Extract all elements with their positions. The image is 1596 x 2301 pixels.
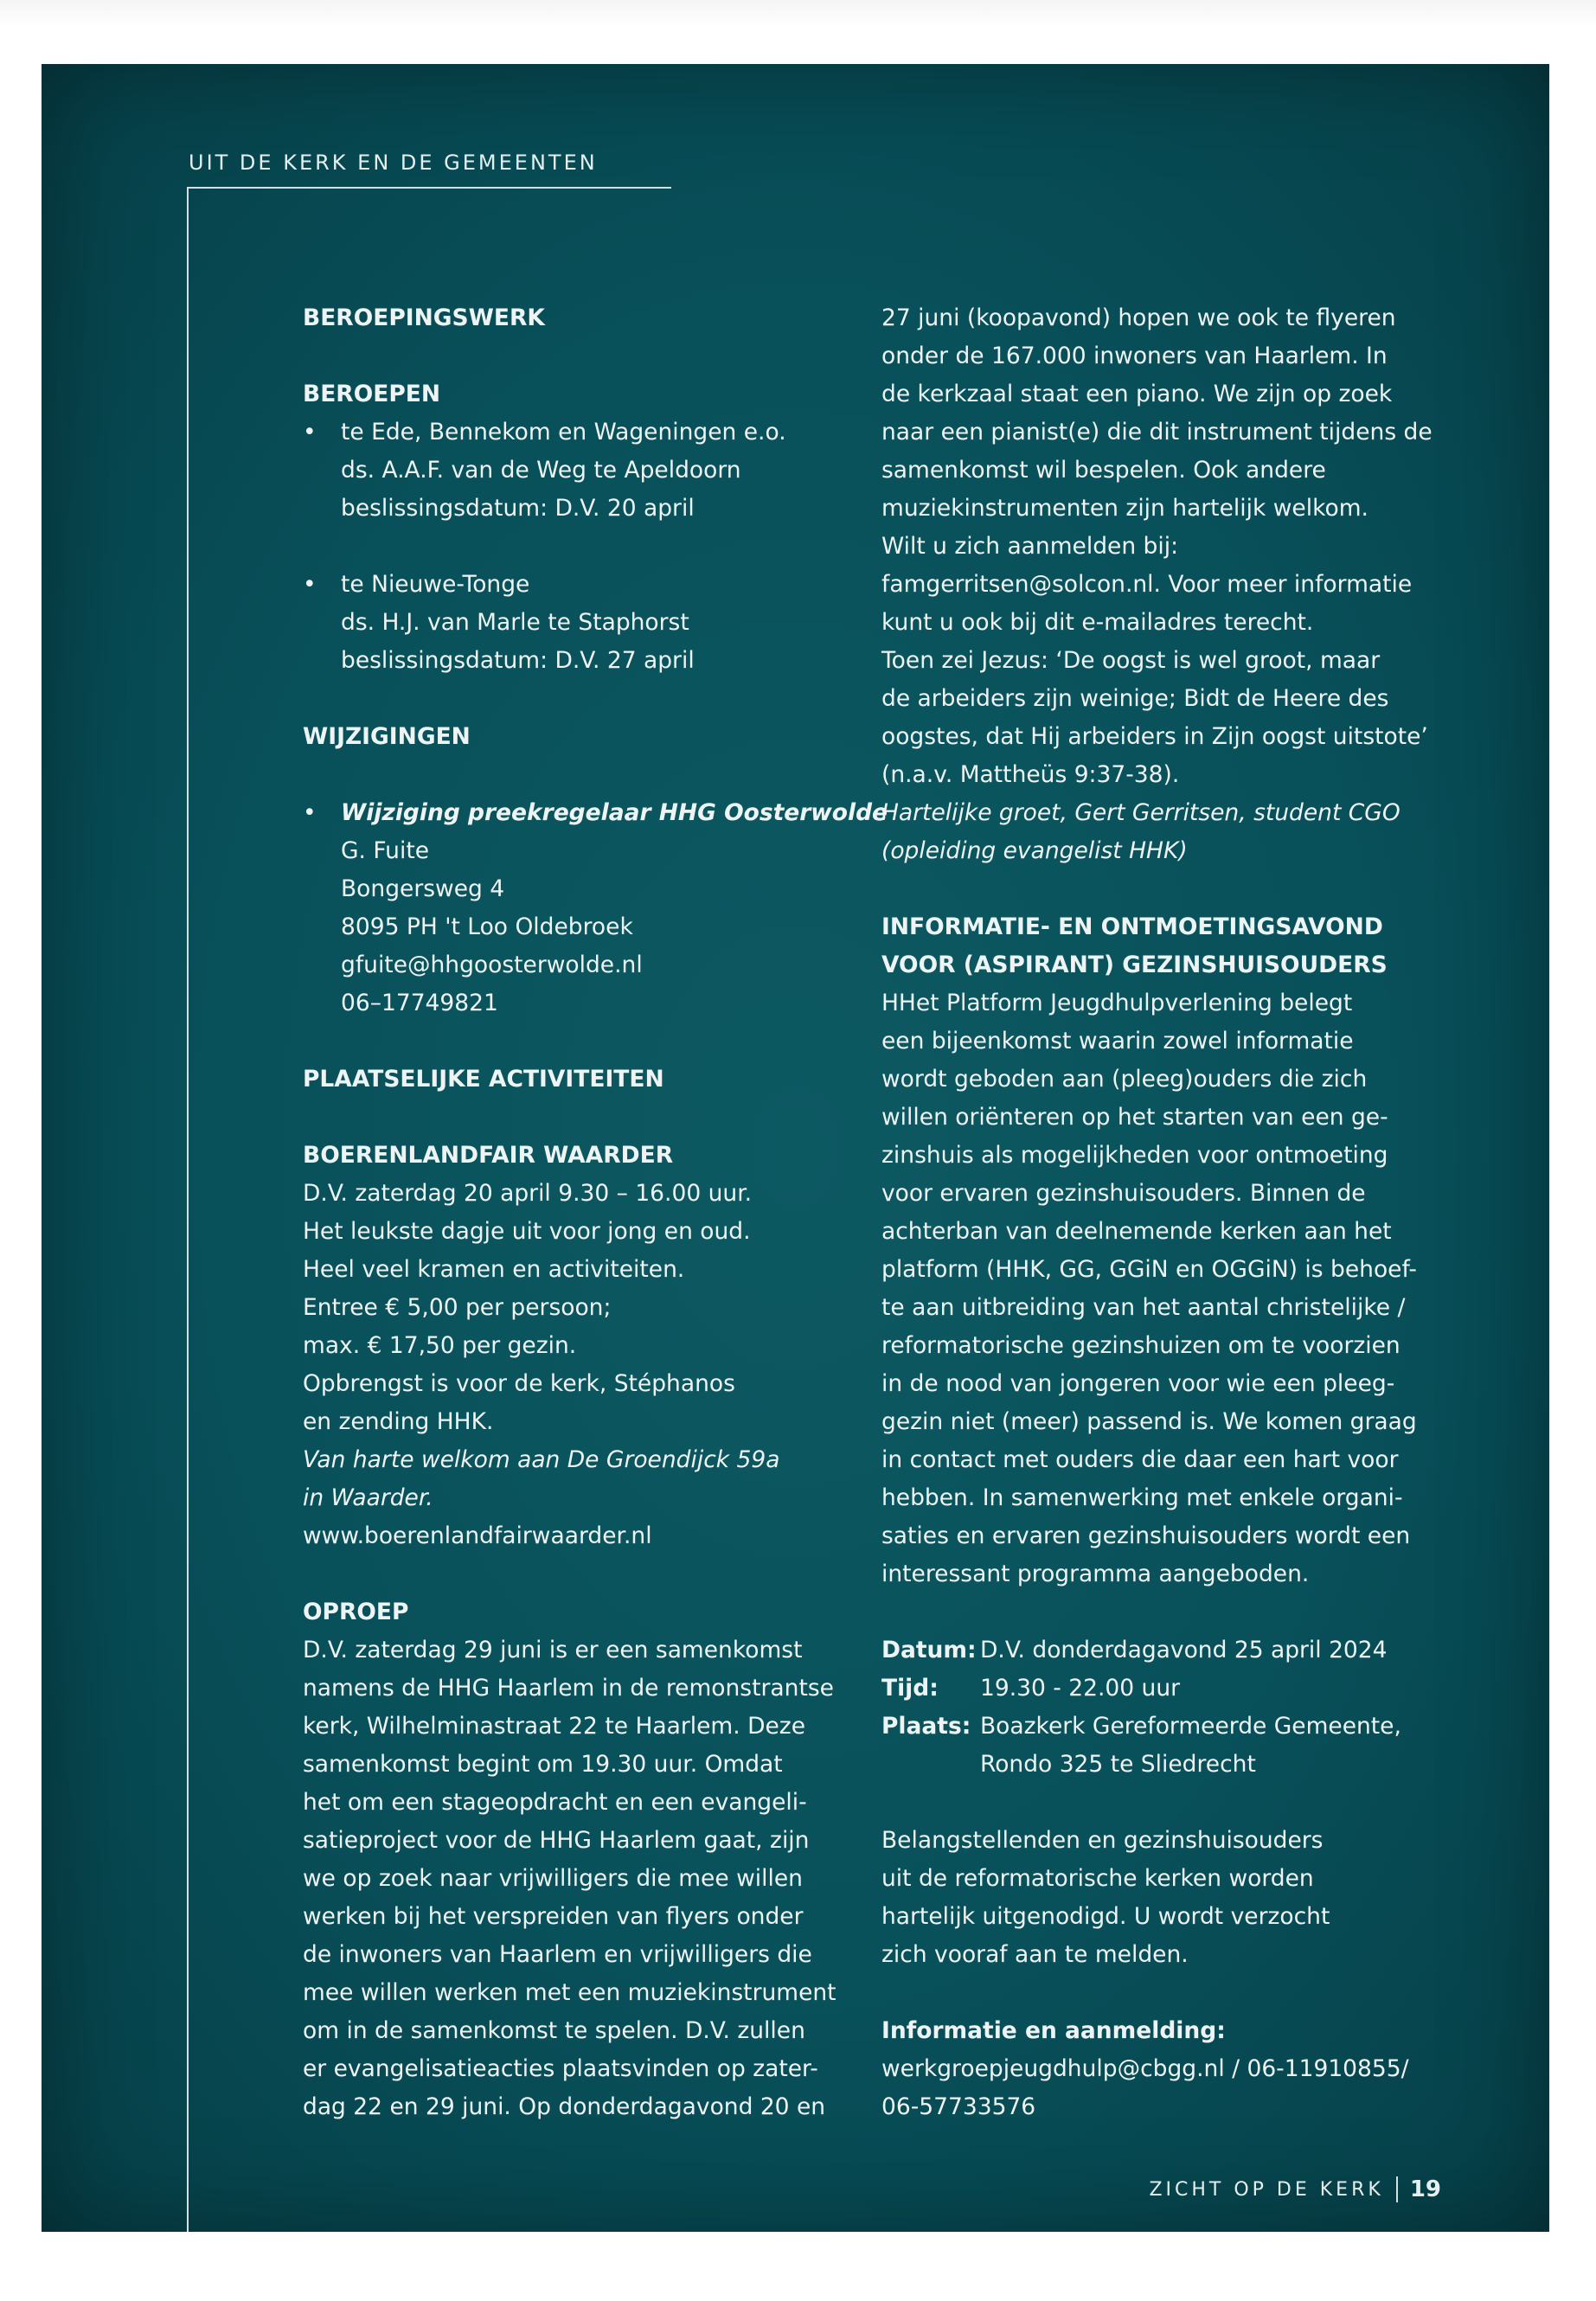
plaats-row-cont xyxy=(881,1746,1444,1784)
paragraph-line: in Waarder. xyxy=(303,1484,433,1511)
paragraph-line: wordt geboden aan (pleeg)ouders die zich xyxy=(881,1066,1368,1093)
paragraph-line: achterban van deelnemende kerken aan het xyxy=(881,1218,1392,1245)
plaats-value: Boazkerk Gereformeerde Gemeente, xyxy=(980,1713,1401,1740)
paragraph-line: uit de reformatorische kerken worden xyxy=(881,1865,1314,1892)
website-link[interactable]: www.boerenlandfairwaarder.nl xyxy=(303,1522,652,1549)
paragraph-line: werken bij het verspreiden van flyers onder xyxy=(303,1903,804,1930)
datum-label: Datum: xyxy=(881,1637,977,1663)
heading-boerenlandfair: BOERENLANDFAIR WAARDER xyxy=(303,1142,674,1169)
list-line: Bongersweg 4 xyxy=(341,875,505,902)
paragraph-line: Van harte welkom aan De Groendijck 59a xyxy=(303,1446,780,1473)
plaats-value: Rondo 325 te Sliedrecht xyxy=(980,1751,1256,1778)
paragraph-line: een bijeenkomst waarin zowel informatie xyxy=(881,1028,1354,1054)
magazine-name: ZICHT OP DE KERK xyxy=(1149,2178,1384,2201)
heading-informatieavond: INFORMATIE- EN ONTMOETINGSAVOND xyxy=(881,913,1383,940)
paragraph-line: HHet Platform Jeugdhulpverlening belegt xyxy=(881,990,1353,1016)
paragraph-line: het om een stageopdracht en een evangeli- xyxy=(303,1789,807,1816)
paragraph-line: de inwoners van Haarlem en vrijwilligers die xyxy=(303,1941,812,1968)
paragraph-line: en zending HHK. xyxy=(303,1408,494,1435)
paragraph-line: saties en ervaren gezinshuisouders wordt een xyxy=(881,1522,1411,1549)
plaats-row xyxy=(881,1708,1444,1746)
paragraph-line: de arbeiders zijn weinige; Bidt de Heere des xyxy=(881,685,1389,712)
heading-informatieavond: VOOR (ASPIRANT) GEZINSHUISOUDERS xyxy=(881,952,1388,978)
heading-aanmelding: Informatie en aanmelding: xyxy=(881,2017,1226,2044)
list-item-beroep-ede xyxy=(303,413,882,528)
list-line: beslissingsdatum: D.V. 20 april xyxy=(341,495,695,522)
paragraph-line: mee willen werken met een muziekinstrument xyxy=(303,1979,836,2006)
heading-beroepingswerk: BEROEPINGSWERK xyxy=(303,304,545,331)
email-link[interactable]: famgerritsen@solcon.nl. Voor meer informatie xyxy=(881,571,1413,598)
paragraph-line: Belangstellenden en gezinshuisouders xyxy=(881,1827,1324,1854)
page-panel xyxy=(42,64,1549,2232)
paragraph-line: in contact met ouders die daar een hart voor xyxy=(881,1446,1399,1473)
paragraph-line: om in de samenkomst te spelen. D.V. zullen xyxy=(303,2017,805,2044)
paragraph-line: reformatorische gezinshuizen om te voorzien xyxy=(881,1332,1401,1359)
list-line: te Ede, Bennekom en Wageningen e.o. xyxy=(341,419,786,445)
page-top-shadow xyxy=(0,0,1596,26)
paragraph-line: kunt u ook bij dit e-mailadres terecht. xyxy=(881,609,1314,636)
paragraph-line: willen oriënteren op het starten van een ge- xyxy=(881,1104,1388,1131)
list-line: ds. A.A.F. van de Weg te Apeldoorn xyxy=(341,457,741,484)
paragraph-line: samenkomst wil bespelen. Ook andere xyxy=(881,457,1326,484)
paragraph-line: te aan uitbreiding van het aantal christelijke / xyxy=(881,1294,1406,1321)
paragraph-line: gezin niet (meer) passend is. We komen graag xyxy=(881,1408,1417,1435)
paragraph-line: voor ervaren gezinshuisouders. Binnen de xyxy=(881,1180,1366,1207)
list-line: beslissingsdatum: D.V. 27 april xyxy=(341,647,695,674)
tijd-label: Tijd: xyxy=(881,1675,939,1702)
heading-oproep: OPROEP xyxy=(303,1599,409,1625)
datum-row xyxy=(881,1631,1444,1670)
list-line: 8095 PH 't Loo Oldebroek xyxy=(341,913,633,940)
contact-link[interactable]: werkgroepjeugdhulp@cbgg.nl / 06-11910855/ xyxy=(881,2055,1409,2082)
paragraph-line: satieproject voor de HHG Haarlem gaat, zijn xyxy=(303,1827,810,1854)
page-footer xyxy=(1149,2176,1441,2202)
list-item-beroep-nieuwe-tonge xyxy=(303,566,882,680)
datum-value: D.V. donderdagavond 25 april 2024 xyxy=(980,1637,1388,1663)
paragraph-line: oogstes, dat Hij arbeiders in Zijn oogst uitstote’ xyxy=(881,723,1428,750)
heading-wijzigingen: WIJZIGINGEN xyxy=(303,723,471,750)
email-link[interactable]: gfuite@hhgoosterwolde.nl xyxy=(341,952,643,978)
paragraph-line: (n.a.v. Mattheüs 9:37-38). xyxy=(881,761,1180,788)
paragraph-line: Heel veel kramen en activiteiten. xyxy=(303,1256,685,1283)
section-underline xyxy=(187,187,671,189)
paragraph-line: D.V. zaterdag 29 juni is er een samenkomst xyxy=(303,1637,803,1663)
list-line: G. Fuite xyxy=(341,837,430,864)
paragraph-line: 27 juni (koopavond) hopen we ook te flyeren xyxy=(881,304,1396,331)
paragraph-line: naar een pianist(e) die dit instrument tijdens de xyxy=(881,419,1433,445)
bullet-icon: • xyxy=(303,799,317,826)
signature-line: Hartelijke groet, Gert Gerritsen, student CGO xyxy=(881,799,1401,826)
paragraph-line: Wilt u zich aanmelden bij: xyxy=(881,533,1179,560)
list-line: te Nieuwe-Tonge xyxy=(341,571,530,598)
left-column xyxy=(303,299,888,2126)
paragraph-line: max. € 17,50 per gezin. xyxy=(303,1332,577,1359)
tijd-row xyxy=(881,1670,1444,1708)
paragraph-line: Entree € 5,00 per persoon; xyxy=(303,1294,612,1321)
paragraph-line: Het leukste dagje uit voor jong en oud. xyxy=(303,1218,751,1245)
paragraph-line: hebben. In samenwerking met enkele organi- xyxy=(881,1484,1403,1511)
paragraph-line: platform (HHK, GG, GGiN en OGGiN) is behoef- xyxy=(881,1256,1417,1283)
paragraph-line: zinshuis als mogelijkheden voor ontmoeting xyxy=(881,1142,1388,1169)
heading-plaatselijke-activiteiten: PLAATSELIJKE ACTIVITEITEN xyxy=(303,1066,664,1093)
list-item-wijziging xyxy=(303,794,888,1022)
paragraph-line: er evangelisatieacties plaatsvinden op zater- xyxy=(303,2055,818,2082)
section-label: UIT DE KERK EN DE GEMEENTEN xyxy=(189,151,598,175)
right-column xyxy=(881,299,1444,2126)
paragraph-line: hartelijk uitgenodigd. U wordt verzocht xyxy=(881,1903,1330,1930)
paragraph-line: dag 22 en 29 juni. Op donderdagavond 20 en xyxy=(303,2093,826,2120)
footer-divider xyxy=(1396,2176,1398,2202)
wijziging-title: Wijziging preekregelaar HHG Oosterwolde xyxy=(341,799,888,826)
plaats-label: Plaats: xyxy=(881,1713,971,1740)
paragraph-line: onder de 167.000 inwoners van Haarlem. In xyxy=(881,343,1388,369)
paragraph-line: samenkomst begint om 19.30 uur. Omdat xyxy=(303,1751,783,1778)
signature-line: (opleiding evangelist HHK) xyxy=(881,837,1188,864)
bullet-icon: • xyxy=(303,419,317,445)
paragraph-line: Toen zei Jezus: ‘De oogst is wel groot, maar xyxy=(881,647,1381,674)
paragraph-line: de kerkzaal staat een piano. We zijn op zoek xyxy=(881,381,1393,407)
paragraph-line: in de nood van jongeren voor wie een pleeg- xyxy=(881,1370,1395,1397)
paragraph-line: kerk, Wilhelminastraat 22 te Haarlem. Deze xyxy=(303,1713,806,1740)
paragraph-line: muziekinstrumenten zijn hartelijk welkom. xyxy=(881,495,1368,522)
margin-rule xyxy=(187,187,189,2232)
phone-number: 06-57733576 xyxy=(881,2093,1036,2120)
paragraph-line: we op zoek naar vrijwilligers die mee willen xyxy=(303,1865,803,1892)
bullet-icon: • xyxy=(303,571,317,598)
paragraph-line: D.V. zaterdag 20 april 9.30 – 16.00 uur. xyxy=(303,1180,753,1207)
paragraph-line: zich vooraf aan te melden. xyxy=(881,1941,1189,1968)
paragraph-line: interessant programma aangeboden. xyxy=(881,1561,1310,1587)
tijd-value: 19.30 - 22.00 uur xyxy=(980,1675,1181,1702)
heading-beroepen: BEROEPEN xyxy=(303,381,441,407)
list-line: ds. H.J. van Marle te Staphorst xyxy=(341,609,689,636)
paragraph-line: namens de HHG Haarlem in de remonstrantse xyxy=(303,1675,834,1702)
page-number: 19 xyxy=(1409,2176,1441,2202)
paragraph-line: Opbrengst is voor de kerk, Stéphanos xyxy=(303,1370,735,1397)
phone-number: 06–17749821 xyxy=(341,990,498,1016)
